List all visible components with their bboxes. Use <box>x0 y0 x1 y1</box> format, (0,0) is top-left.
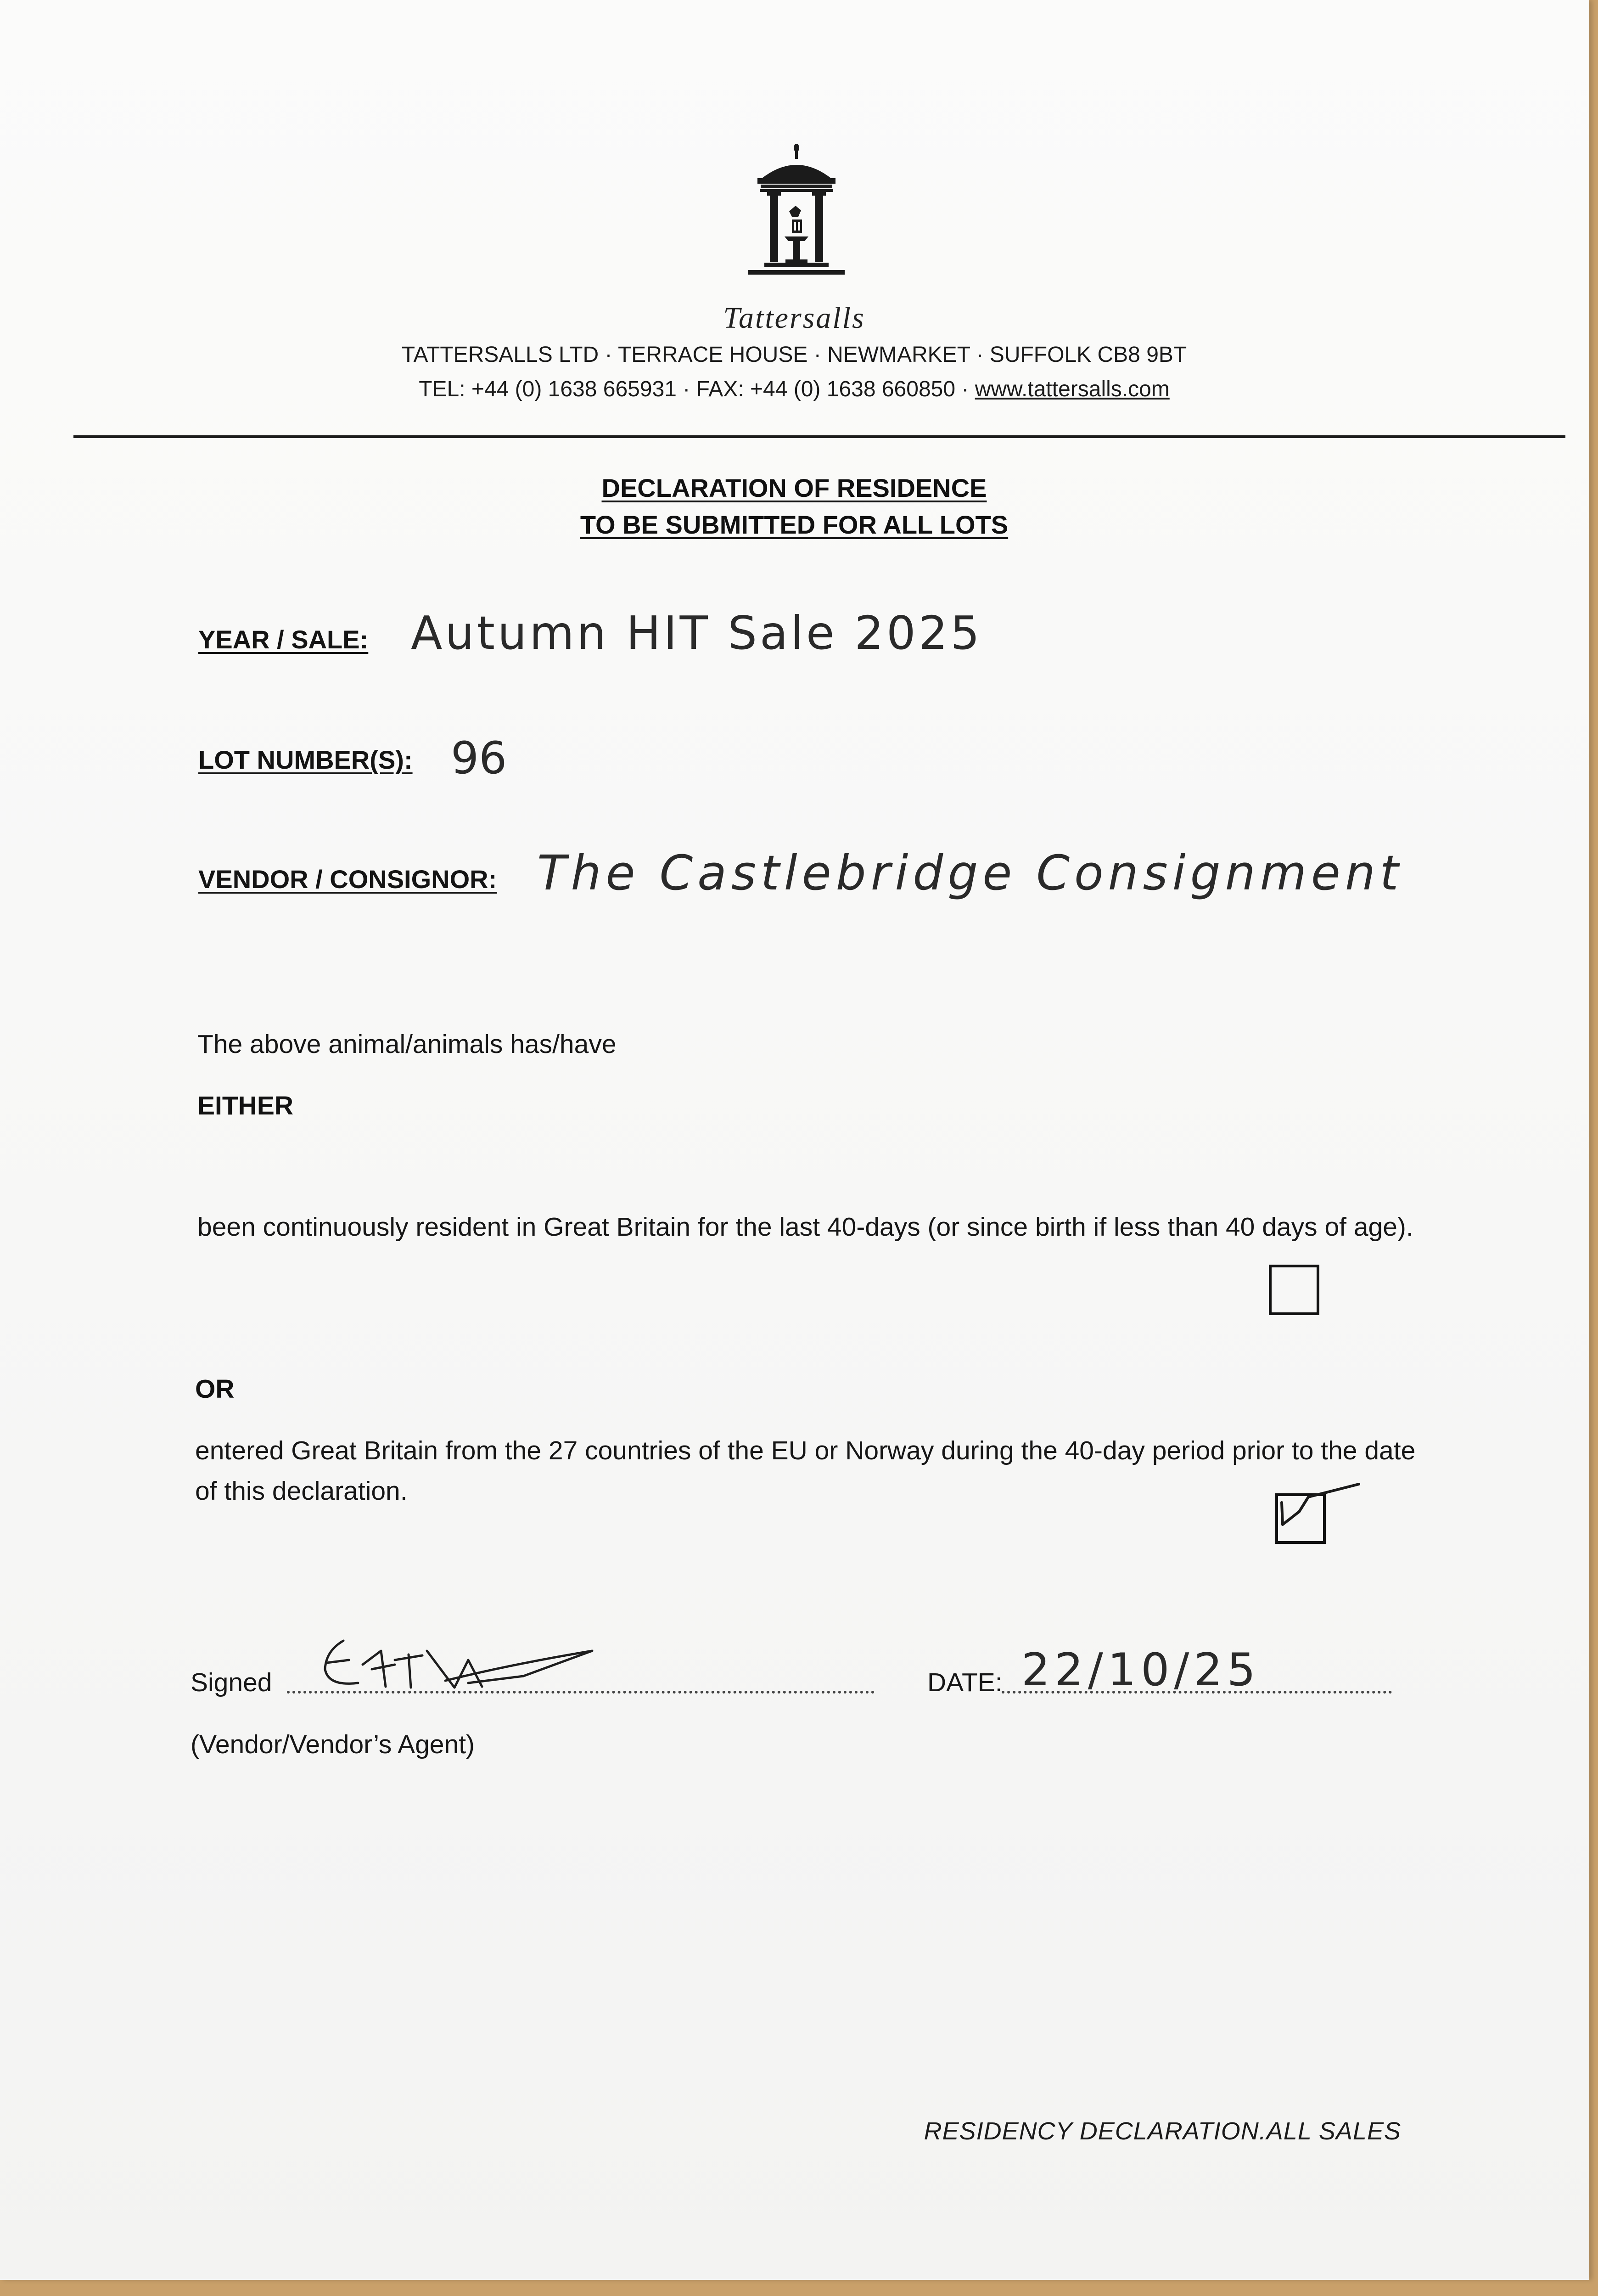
company-address: TATTERSALLS LTD · TERRACE HOUSE · NEWMARKET · SUFFOLK CB8 9BT <box>401 343 1187 367</box>
year-sale-value[interactable]: Autumn HIT Sale 2025 <box>411 606 982 660</box>
statement-intro: The above animal/animals has/have <box>197 1030 617 1059</box>
date-value[interactable]: 22/10/25 <box>1021 1644 1261 1696</box>
brand-name: Tattersalls <box>723 301 865 335</box>
contact-line <box>335 377 1253 402</box>
option-entered-gb: entered Great Britain from the 27 countries of the EU or Norway during the 40-day period prior to the date of this declaration. <box>195 1436 1416 1506</box>
signature-scribble <box>317 1632 601 1701</box>
or-heading: OR <box>195 1374 235 1404</box>
document-footer: RESIDENCY DECLARATION.ALL SALES <box>924 2117 1401 2145</box>
signatory-role: (Vendor/Vendor’s Agent) <box>191 1730 475 1759</box>
vendor-value[interactable]: The Castlebridge Consignment <box>537 845 1403 901</box>
form-title: DECLARATION OF RESIDENCE <box>601 473 987 502</box>
vendor-label: VENDOR / CONSIGNOR: <box>198 865 497 894</box>
tattersalls-logo <box>741 142 852 298</box>
phone-fax: TEL: +44 (0) 1638 665931 · FAX: +44 (0) 1638 660850 · <box>419 377 975 401</box>
either-heading: EITHER <box>197 1091 294 1120</box>
date-label: DATE: <box>927 1668 1003 1697</box>
form-subtitle: TO BE SUBMITTED FOR ALL LOTS <box>580 510 1009 539</box>
website-link[interactable]: www.tattersalls.com <box>975 377 1170 401</box>
lot-number-label: LOT NUMBER(S): <box>198 745 413 774</box>
option-continuous-residence: been continuously resident in Great Britain for the last 40-days (or since birth if less than 40 days of age). <box>197 1212 1413 1242</box>
checkmark-icon <box>1272 1479 1363 1548</box>
option-continuous-residence-checkbox[interactable] <box>1269 1265 1319 1315</box>
lot-number-value[interactable]: 96 <box>451 732 507 784</box>
signed-label: Signed <box>191 1668 272 1697</box>
year-sale-label: YEAR / SALE: <box>198 625 369 654</box>
header-divider <box>73 435 1565 438</box>
